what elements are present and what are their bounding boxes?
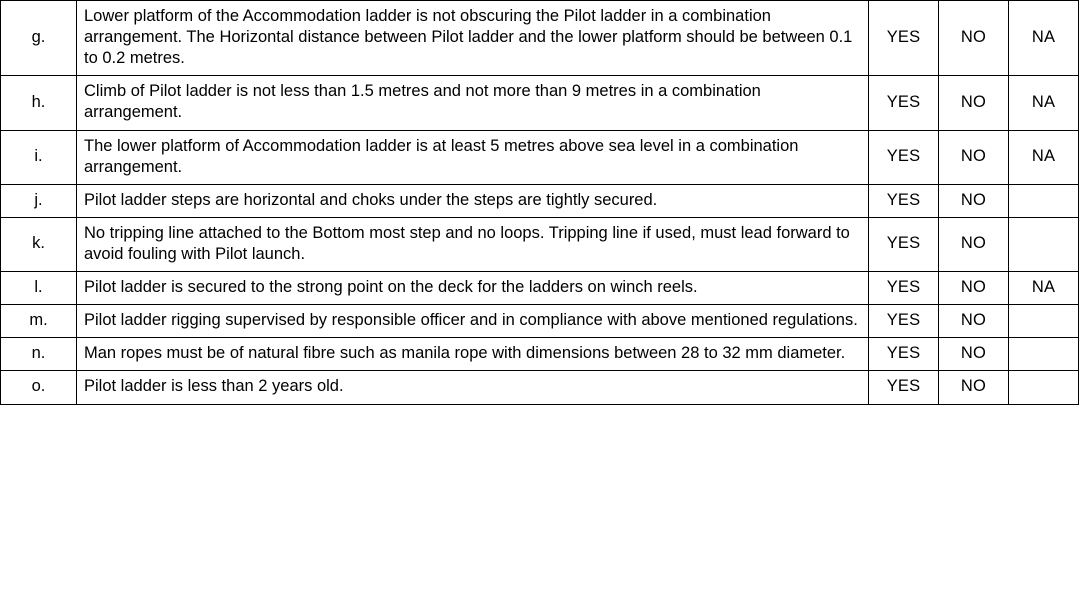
option-na[interactable]	[1009, 305, 1079, 338]
table-row	[1, 130, 1079, 184]
table-row	[1, 1, 1079, 76]
option-no[interactable]: NO	[939, 130, 1009, 184]
row-label: j.	[1, 184, 77, 217]
option-yes[interactable]: YES	[869, 338, 939, 371]
table-row	[1, 76, 1079, 130]
row-label: i.	[1, 130, 77, 184]
option-no[interactable]: NO	[939, 272, 1009, 305]
option-na[interactable]	[1009, 217, 1079, 271]
option-na[interactable]: NA	[1009, 272, 1079, 305]
table-row	[1, 272, 1079, 305]
option-yes[interactable]: YES	[869, 1, 939, 76]
option-yes[interactable]: YES	[869, 76, 939, 130]
option-yes[interactable]: YES	[869, 371, 939, 404]
option-yes[interactable]: YES	[869, 130, 939, 184]
option-no[interactable]: NO	[939, 76, 1009, 130]
row-requirement-text: Pilot ladder rigging supervised by responsible officer and in compliance with above mentioned regulations.	[77, 305, 869, 338]
option-no[interactable]: NO	[939, 371, 1009, 404]
option-yes[interactable]: YES	[869, 217, 939, 271]
table-row	[1, 371, 1079, 404]
option-na[interactable]	[1009, 184, 1079, 217]
row-label: l.	[1, 272, 77, 305]
option-no[interactable]: NO	[939, 338, 1009, 371]
row-label: h.	[1, 76, 77, 130]
option-na[interactable]	[1009, 371, 1079, 404]
row-label: o.	[1, 371, 77, 404]
option-no[interactable]: NO	[939, 184, 1009, 217]
row-requirement-text: Pilot ladder steps are horizontal and choks under the steps are tightly secured.	[77, 184, 869, 217]
table-row	[1, 305, 1079, 338]
option-yes[interactable]: YES	[869, 272, 939, 305]
option-na[interactable]: NA	[1009, 76, 1079, 130]
option-no[interactable]: NO	[939, 217, 1009, 271]
option-na[interactable]: NA	[1009, 130, 1079, 184]
option-na[interactable]	[1009, 338, 1079, 371]
option-no[interactable]: NO	[939, 305, 1009, 338]
row-requirement-text: Man ropes must be of natural fibre such as manila rope with dimensions between 28 to 32 mm diameter.	[77, 338, 869, 371]
row-label: n.	[1, 338, 77, 371]
option-no[interactable]: NO	[939, 1, 1009, 76]
row-requirement-text: Climb of Pilot ladder is not less than 1.5 metres and not more than 9 metres in a combination arrangement.	[77, 76, 869, 130]
option-na[interactable]: NA	[1009, 1, 1079, 76]
row-label: k.	[1, 217, 77, 271]
checklist-body	[1, 1, 1079, 405]
table-row	[1, 338, 1079, 371]
row-requirement-text: Lower platform of the Accommodation ladder is not obscuring the Pilot ladder in a combination arrangement. The Horizontal distance between Pilot ladder and the lower platform should be between 0.1 to 0.2 metres.	[77, 1, 869, 76]
table-row	[1, 217, 1079, 271]
row-requirement-text: The lower platform of Accommodation ladder is at least 5 metres above sea level in a combination arrangement.	[77, 130, 869, 184]
row-label: g.	[1, 1, 77, 76]
row-label: m.	[1, 305, 77, 338]
row-requirement-text: Pilot ladder is less than 2 years old.	[77, 371, 869, 404]
table-row	[1, 184, 1079, 217]
option-yes[interactable]: YES	[869, 305, 939, 338]
row-requirement-text: No tripping line attached to the Bottom most step and no loops. Tripping line if used, must lead forward to avoid fouling with Pilot launch.	[77, 217, 869, 271]
row-requirement-text: Pilot ladder is secured to the strong point on the deck for the ladders on winch reels.	[77, 272, 869, 305]
option-yes[interactable]: YES	[869, 184, 939, 217]
